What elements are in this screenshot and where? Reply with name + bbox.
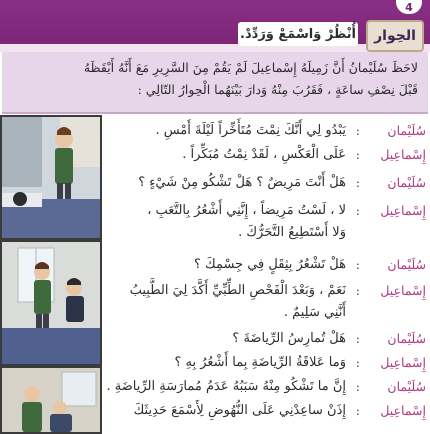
- dialogue-line: لا ، لَسْتُ مَرِيضاً ، إِنَّنِي أَشْعُرُ بِالتَّعَبِ ،: [147, 203, 346, 218]
- dialogue-row: [104, 145, 430, 165]
- dialogue-line: إِذَنْ ساعِدْنِي عَلَى النُّهُوضِ لِأَسْمَعَ حَدِيثَكَ: [133, 403, 346, 418]
- colon: :: [355, 403, 360, 418]
- dialogue-row: [104, 281, 430, 301]
- illustration-panel-2: [0, 240, 102, 366]
- illustration-panel-3: [0, 366, 102, 434]
- colon: :: [355, 331, 360, 346]
- dialogue-row: [104, 353, 430, 373]
- speaker-name: سُلَيْمان: [387, 175, 426, 190]
- dialogue-row: [104, 255, 430, 275]
- dialogue-row: [104, 329, 430, 349]
- section-label: الحِوار: [366, 20, 424, 52]
- speaker-name: إِسْماعِيل: [380, 147, 426, 162]
- dialogue-line: إِنَّ ما تَشْكُو مِنْهُ سَبَبُهُ عَدَمُ مُمارَسَةِ الرِّياضَةِ .: [106, 379, 346, 394]
- intro-box: [2, 52, 428, 114]
- dialogue-line: هَلْ تُمارِسُ الرِّياضَةَ ؟: [232, 331, 346, 346]
- colon: :: [355, 257, 360, 272]
- illustration-panel-1: [0, 115, 102, 240]
- lesson-number-badge: 4: [396, 0, 422, 14]
- dialogue-row: [104, 401, 430, 421]
- intro-line-2: قَبْلَ نِصْفِ ساعَةٍ ، فَقَرُبَ مِنْهُ وَدارَ بَيْنَهُما الْحِوارُ التّالِي :: [137, 82, 418, 97]
- dialogue-line: نَعَمْ ، وَبَعْدَ الْفَحْصِ الطِّبِّيِّ أَكَّدَ لِيَ الطَّبِيبُ: [129, 283, 346, 298]
- dialogue-line: أَنَّنِي سَلِيمٌ .: [283, 305, 346, 320]
- speaker-name: إِسْماعِيل: [380, 355, 426, 370]
- dialogue-row: [104, 121, 430, 141]
- intro-line-1: لاحَظَ سُلَيْمانُ أَنَّ زَمِيلَهُ إِسْماعِيلَ لَمْ يَقُمْ مِنَ السَّرِيرِ مَعَ أَنَّهُ أَيْقَظَهُ: [83, 60, 418, 75]
- dialogue-row: [104, 173, 430, 193]
- colon: :: [355, 355, 360, 370]
- dialogue-row: [104, 223, 430, 243]
- speaker-name: سُلَيْمان: [387, 379, 426, 394]
- dialogue-line: هَلْ تَشْعُرُ بِثِقَلٍ فِي جِسْمِكَ ؟: [193, 257, 346, 272]
- instruction-text: أُنْظُرْ وَاسْمَعْ وَرَدِّدْ.: [238, 22, 358, 46]
- dialogue-row: [104, 303, 430, 323]
- colon: :: [355, 123, 360, 138]
- colon: :: [355, 283, 360, 298]
- colon: :: [355, 379, 360, 394]
- speaker-name: إِسْماعِيل: [380, 283, 426, 298]
- speaker-name: إِسْماعِيل: [380, 403, 426, 418]
- dialogue-line: يَبْدُو لِي أَنَّكَ نِمْتَ مُتَأَخِّراً لَيْلَةَ أَمْسِ .: [155, 123, 346, 138]
- dialogue-line: هَلْ أَنْتَ مَرِيضٌ ؟ هَلْ تَشْكُو مِنْ شَيْءٍ ؟: [138, 175, 346, 190]
- speaker-name: إِسْماعِيل: [380, 203, 426, 218]
- dialogue-line: وَلا أَسْتَطِيعُ التَّحَرُّكَ .: [238, 225, 346, 240]
- dialogue-area: [104, 115, 430, 430]
- colon: :: [355, 147, 360, 162]
- speaker-name: سُلَيْمان: [387, 257, 426, 272]
- colon: :: [355, 175, 360, 190]
- dialogue-line: وَما عَلاقَةُ الرِّياضَةِ بِما أَشْعُرُ بِهِ ؟: [174, 355, 346, 370]
- speaker-name: سُلَيْمان: [387, 123, 426, 138]
- dialogue-row: [104, 377, 430, 397]
- dialogue-line: عَلَى الْعَكْسِ ، لَقَدْ نِمْتُ مُبَكِّراً .: [182, 147, 346, 162]
- speaker-name: سُلَيْمان: [387, 331, 426, 346]
- dialogue-row: [104, 201, 430, 221]
- colon: :: [355, 203, 360, 218]
